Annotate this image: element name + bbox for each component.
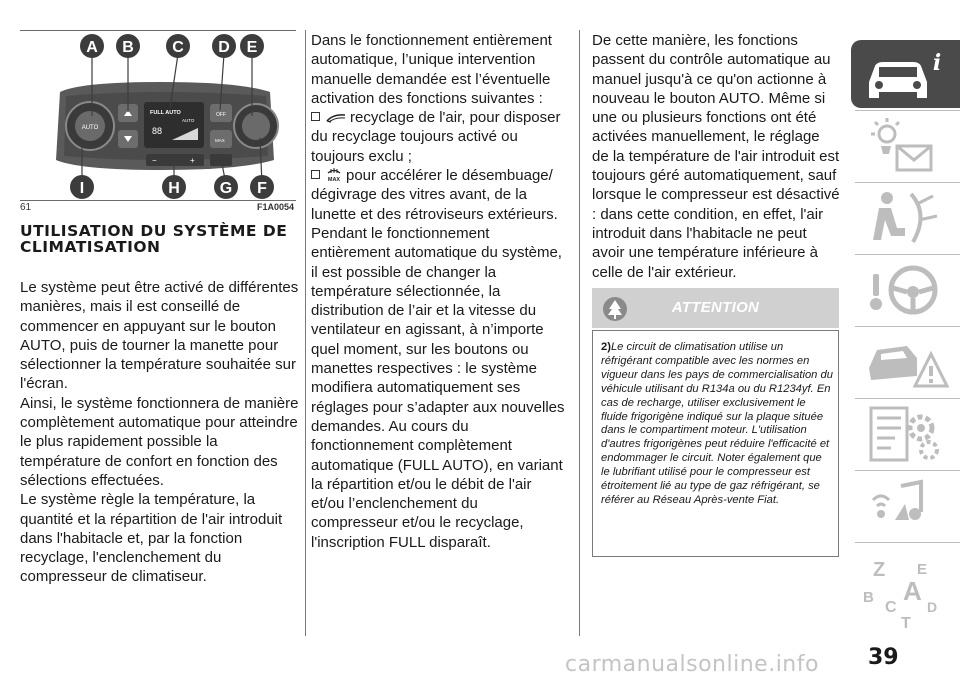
column-separator-1 [305,30,306,636]
svg-text:D: D [218,39,230,56]
attention-body [601,341,833,508]
bullet-max-defrost [311,166,568,224]
bullet-max-defrost-text: pour accélérer le désembuage/ dégivrage des vitres avant, de la lunette et des rétroviseurs extérieurs. [311,167,558,223]
recirculation-icon [325,112,347,124]
tab-divider [855,398,960,399]
callout-d [212,34,236,58]
section-heading: UTILISATION DU SYSTÈME DE CLIMATISATION [20,222,288,256]
tab-maintenance[interactable] [851,400,960,468]
display-full-auto: FULL AUTO [150,110,181,116]
max-defrost-icon [325,166,343,182]
attention-title: ATTENTION [671,299,760,316]
col1-paragraph-3: Le système règle la température, la quantité et la répartition de l'air introduit dans l'habitacle et, par la fonction recyclage, l'enclenchement du compresseur de climatiseur. [20,491,283,586]
panel-max-label: MAX [215,138,225,143]
svg-text:T: T [901,615,911,632]
col1-paragraph-1: Le système peut être activé de différentes manières, mais il est conseillé de commencer en appuyant sur le bouton AUTO, puis de tourner la manette pour sélectionner la température souhaitée sur l'écran. [20,279,299,393]
callout-h [162,175,186,199]
car-info-icon [851,40,960,108]
svg-text:Z: Z [873,559,886,581]
callout-e [240,34,264,58]
callout-g [214,175,238,199]
col2-paragraph-2: Pendant le fonctionnement entièrement automatique du système, il est possible de changer la température sélectionnée, la distribution de l’air et la vitesse du ventilateur en agissant, à n’importe quel moment, sur les boutons ou manettes respectives : le système modifiera automatiquement ses réglages pour s’adapter aux nouvelles demandes. Au cours du fonctionnement complètement automatique (FULL AUTO), en variant la répartition et/ou le débit de l'air et/ou l’enclenchement du compresseur et/ou le recyclage, l'inscription FULL disparaît. [311,224,565,551]
tab-steering[interactable] [851,256,960,324]
bullet-recirculation [311,108,568,166]
svg-text:E: E [246,39,258,56]
tab-divider [855,326,960,327]
climate-display [144,102,204,148]
knob-auto-label: AUTO [81,125,99,131]
tab-index[interactable] [851,544,960,632]
tab-warning-lights[interactable] [851,112,960,180]
svg-text:E: E [917,561,928,578]
col2-paragraph-1: Dans le fonctionnement entièrement automatique, l’unique intervention manuelle demandée est l’éventuelle activation des fonctions suivantes : [311,32,552,107]
multimedia-icon [851,472,960,540]
figure-bottom-rule [20,200,296,201]
panel-off-label: OFF [216,112,226,118]
attention-box [592,330,839,557]
callout-f [250,175,274,199]
steering-wheel-icon [851,256,960,324]
bullet-square-icon [311,170,320,179]
svg-text:I: I [79,180,85,197]
col3-paragraph-1: De cette manière, les fonctions passent du contrôle automatique au manuel jusqu'à ce qu'on actionne à nouveau le bouton AUTO. Même si une ou plusieurs fonctions ont été activées manuellement, le réglage de la température de l'air introduit est toujours géré automatiquement, sauf lorsque le compresseur est désactivé : dans cette condition, en effet, l'air introduit dans l'habitacle ne peut avoir une température inférieure à celle de l'air extérieur. [592,32,840,281]
svg-text:F: F [257,180,267,197]
tab-divider [855,110,960,111]
attention-text: Le circuit de climatisation utilise un réfrigérant compatible avec les normes en vigueur dans les pays de commercialisation du véhicule utilisant du R134a ou du R1234yf. En cas de recharge, utiliser exclusivement le fluide frigorigène indiqué sur la plaque située dans le compartiment moteur. L'utilisation d'autres frigorigènes peut réduire l'efficacité et endommager le circuit. Noter également que le lubrifiant utilisé pour le compresseur est étroitement lié au type de gaz réfrigérant, se référer au Réseau Après-vente Fiat. [601,341,833,506]
tab-divider [855,542,960,543]
svg-text:D: D [927,599,938,615]
tab-multimedia[interactable] [851,472,960,540]
attention-number: 2) [601,341,611,353]
figure-code: F1A0054 [256,202,294,212]
tab-divider [855,470,960,471]
svg-text:H: H [168,180,180,197]
column-3 [592,31,840,282]
svg-text:A: A [903,576,922,606]
svg-text:B: B [863,589,874,606]
bullet-recirculation-text: recyclage de l'air, pour disposer du recyclage toujours activé ou toujours exclu ; [311,109,561,165]
callout-i [70,175,94,199]
svg-text:B: B [122,39,134,56]
svg-text:C: C [172,39,184,56]
col1-paragraph-2: Ainsi, le système fonctionnera de manière complètement automatique pour atteindre le plus rapidement possible la température de confort en fonction des sélections effectuées. [20,394,299,489]
svg-text:i: i [932,50,942,76]
emergency-icon [851,328,960,396]
page-number: 39 [868,645,899,670]
callout-b [116,34,140,58]
climate-control-panel-illustration [20,30,296,200]
callout-c [166,34,190,58]
bullet-square-icon [311,112,320,121]
figure-number: 61 [20,202,32,213]
fan-plus-label: + [190,156,195,165]
svg-text:C: C [885,599,897,616]
tab-divider [855,254,960,255]
display-auto: AUTO [182,118,195,123]
warning-lights-icon [851,112,960,180]
svg-text:MAX: MAX [327,177,341,183]
column-separator-2 [579,30,580,636]
fan-minus-label: − [152,156,157,165]
display-temperature: 88 [152,126,163,136]
tab-car-info[interactable] [851,40,960,108]
column-2 [311,31,568,552]
maintenance-icon [851,400,960,468]
column-1 [20,278,300,587]
watermark: carmanualsonline.info [565,652,819,677]
tab-divider [855,182,960,183]
attention-header [592,288,839,328]
seat-safety-icon [851,184,960,252]
callout-a [80,34,104,58]
svg-text:G: G [219,180,233,197]
index-icon [851,544,960,634]
svg-text:A: A [86,39,98,56]
tab-emergency[interactable] [851,328,960,396]
tab-seat-safety[interactable] [851,184,960,252]
climate-panel-figure [20,30,296,213]
